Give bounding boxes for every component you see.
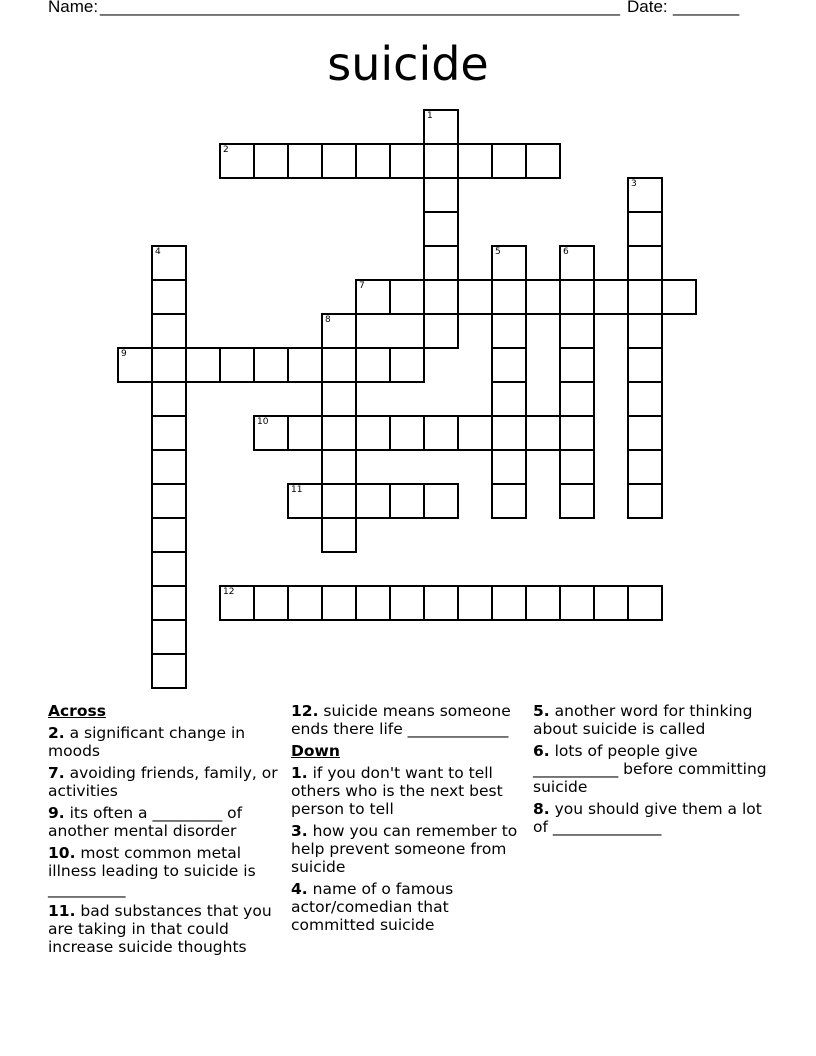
grid-cell[interactable]: [627, 483, 663, 519]
grid-cell[interactable]: [253, 143, 289, 179]
cell-number: 4: [155, 247, 161, 257]
grid-cell[interactable]: [151, 619, 187, 655]
clue-number: 8.: [533, 800, 550, 818]
grid-cell[interactable]: [491, 483, 527, 519]
clue-text: you should give them a lot of ______________: [533, 800, 762, 836]
grid-cell[interactable]: [627, 245, 663, 281]
grid-cell[interactable]: [389, 143, 425, 179]
clue-number: 6.: [533, 742, 550, 760]
grid-cell[interactable]: [423, 585, 459, 621]
grid-cell[interactable]: [627, 211, 663, 247]
grid-cell[interactable]: [559, 415, 595, 451]
grid-cell[interactable]: [151, 449, 187, 485]
grid-cell[interactable]: [423, 415, 459, 451]
cell-number: 10: [257, 417, 269, 427]
grid-cell[interactable]: [491, 143, 527, 179]
grid-cell[interactable]: [559, 483, 595, 519]
grid-cell[interactable]: [389, 483, 425, 519]
grid-cell[interactable]: [321, 143, 357, 179]
grid-cell[interactable]: [627, 313, 663, 349]
cell-number: 5: [495, 247, 501, 257]
grid-cell[interactable]: [627, 177, 663, 213]
clue-number: 1.: [291, 764, 308, 782]
clue-text: suicide means someone ends there life _____________: [291, 702, 511, 738]
grid-cell[interactable]: [525, 143, 561, 179]
grid-cell[interactable]: [627, 415, 663, 451]
grid-cell[interactable]: [559, 449, 595, 485]
cell-number: 3: [631, 179, 637, 189]
grid-cell[interactable]: [423, 143, 459, 179]
grid-cell[interactable]: [151, 415, 187, 451]
grid-cell[interactable]: [491, 279, 527, 315]
clue-number: 10.: [48, 844, 76, 862]
grid-cell[interactable]: [559, 279, 595, 315]
grid-cell[interactable]: [151, 313, 187, 349]
clue-text: most common metal illness leading to suicide is __________: [48, 844, 256, 898]
grid-cell[interactable]: [627, 381, 663, 417]
grid-cell[interactable]: [423, 483, 459, 519]
grid-cell[interactable]: [491, 245, 527, 281]
clues-column-2: [291, 702, 527, 938]
grid-cell[interactable]: [559, 381, 595, 417]
date-label: Date:: [627, 0, 668, 16]
grid-cell[interactable]: [627, 585, 663, 621]
clue-number: 7.: [48, 764, 65, 782]
clue-across-9: [48, 804, 284, 840]
grid-cell[interactable]: [593, 585, 629, 621]
down-heading: Down: [291, 742, 340, 760]
grid-cell[interactable]: [423, 109, 459, 145]
grid-cell[interactable]: [287, 585, 323, 621]
grid-cell[interactable]: [457, 415, 493, 451]
grid-cell[interactable]: [559, 313, 595, 349]
grid-cell[interactable]: [287, 347, 323, 383]
grid-cell[interactable]: [287, 415, 323, 451]
puzzle-title: suicide: [327, 37, 489, 91]
grid-cell[interactable]: [423, 211, 459, 247]
grid-cell[interactable]: [457, 585, 493, 621]
clue-across-7: [48, 764, 284, 800]
grid-cell[interactable]: [627, 449, 663, 485]
grid-cell[interactable]: [491, 313, 527, 349]
grid-cell[interactable]: [355, 279, 391, 315]
grid-cell[interactable]: [559, 585, 595, 621]
cell-number: 11: [291, 485, 303, 495]
grid-cell[interactable]: [355, 585, 391, 621]
grid-cell[interactable]: [151, 483, 187, 519]
across-heading: Across: [48, 702, 106, 720]
date-blank[interactable]: _______: [673, 0, 740, 16]
clue-text: name of o famous actor/comedian that committed suicide: [291, 880, 454, 934]
clue-number: 9.: [48, 804, 65, 822]
clue-down-8: [533, 800, 769, 836]
grid-cell[interactable]: [151, 245, 187, 281]
grid-cell[interactable]: [593, 279, 629, 315]
name-blank[interactable]: _______________________________________________________: [100, 0, 621, 16]
grid-cell[interactable]: [355, 347, 391, 383]
grid-cell[interactable]: [559, 347, 595, 383]
clue-text: another word for thinking about suicide is called: [533, 702, 753, 738]
grid-cell[interactable]: [321, 415, 357, 451]
grid-cell[interactable]: [321, 347, 357, 383]
clue-down-5: [533, 702, 769, 738]
grid-cell[interactable]: [491, 381, 527, 417]
grid-cell[interactable]: [321, 585, 357, 621]
clue-down-1: [291, 764, 527, 818]
grid-cell[interactable]: [321, 517, 357, 553]
grid-cell[interactable]: [151, 653, 187, 689]
grid-cell[interactable]: [389, 279, 425, 315]
grid-cell[interactable]: [491, 585, 527, 621]
grid-cell[interactable]: [151, 279, 187, 315]
cell-number: 1: [427, 111, 433, 121]
clue-number: 11.: [48, 902, 76, 920]
cell-number: 9: [121, 349, 127, 359]
cell-number: 6: [563, 247, 569, 257]
clue-text: avoiding friends, family, or activities: [48, 764, 278, 800]
clue-down-6: [533, 742, 769, 796]
clue-number: 12.: [291, 702, 319, 720]
clue-down-4: [291, 880, 527, 934]
grid-cell[interactable]: [219, 143, 255, 179]
grid-cell[interactable]: [525, 415, 561, 451]
clue-text: how you can remember to help prevent someone from suicide: [291, 822, 518, 876]
grid-cell[interactable]: [559, 245, 595, 281]
grid-cell[interactable]: [389, 415, 425, 451]
grid-cell[interactable]: [253, 415, 289, 451]
grid-cell[interactable]: [457, 143, 493, 179]
clue-across-2: [48, 724, 284, 760]
cell-number: 7: [359, 281, 365, 291]
grid-cell[interactable]: [423, 313, 459, 349]
clue-text: lots of people give ___________ before committing suicide: [533, 742, 767, 796]
grid-cell[interactable]: [321, 313, 357, 349]
grid-cell[interactable]: [423, 245, 459, 281]
grid-cell[interactable]: [321, 449, 357, 485]
grid-cell[interactable]: [151, 347, 187, 383]
grid-cell[interactable]: [491, 415, 527, 451]
grid-cell[interactable]: [151, 551, 187, 587]
grid-cell[interactable]: [355, 143, 391, 179]
clue-number: 2.: [48, 724, 65, 742]
grid-cell[interactable]: [355, 415, 391, 451]
clues-column-3: [533, 702, 769, 840]
grid-cell[interactable]: [355, 483, 391, 519]
clue-number: 3.: [291, 822, 308, 840]
name-label: Name:: [48, 0, 99, 16]
grid-cell[interactable]: [287, 143, 323, 179]
grid-cell[interactable]: [253, 585, 289, 621]
grid-cell[interactable]: [661, 279, 697, 315]
grid-cell[interactable]: [423, 177, 459, 213]
cell-number: 12: [223, 587, 235, 597]
grid-cell[interactable]: [321, 483, 357, 519]
clue-number: 5.: [533, 702, 550, 720]
grid-cell[interactable]: [287, 483, 323, 519]
grid-cell[interactable]: [627, 347, 663, 383]
cell-number: 8: [325, 315, 331, 325]
grid-cell[interactable]: [253, 347, 289, 383]
grid-cell[interactable]: [389, 347, 425, 383]
grid-cell[interactable]: [423, 279, 459, 315]
grid-cell[interactable]: [457, 279, 493, 315]
grid-cell[interactable]: [219, 347, 255, 383]
clue-text: bad substances that you are taking in that could increase suicide thoughts: [48, 902, 272, 956]
clue-text: if you don't want to tell others who is the next best person to tell: [291, 764, 503, 818]
grid-cell[interactable]: [389, 585, 425, 621]
clues-column-1: [48, 702, 284, 960]
grid-cell[interactable]: [151, 585, 187, 621]
clue-across-10: [48, 844, 284, 898]
grid-cell[interactable]: [491, 449, 527, 485]
grid-cell[interactable]: [151, 517, 187, 553]
clue-text: its often a _________ of another mental disorder: [48, 804, 243, 840]
clue-number: 4.: [291, 880, 308, 898]
clue-across-11: [48, 902, 284, 956]
grid-cell[interactable]: [627, 279, 663, 315]
grid-cell[interactable]: [219, 585, 255, 621]
grid-cell[interactable]: [491, 347, 527, 383]
clue-down-3: [291, 822, 527, 876]
grid-cell[interactable]: [321, 381, 357, 417]
grid-cell[interactable]: [151, 381, 187, 417]
cell-number: 2: [223, 145, 229, 155]
clue-across-12: [291, 702, 527, 738]
grid-cell[interactable]: [525, 585, 561, 621]
clue-text: a significant change in moods: [48, 724, 246, 760]
grid-cell[interactable]: [185, 347, 221, 383]
grid-cell[interactable]: [525, 279, 561, 315]
grid-cell[interactable]: [117, 347, 153, 383]
